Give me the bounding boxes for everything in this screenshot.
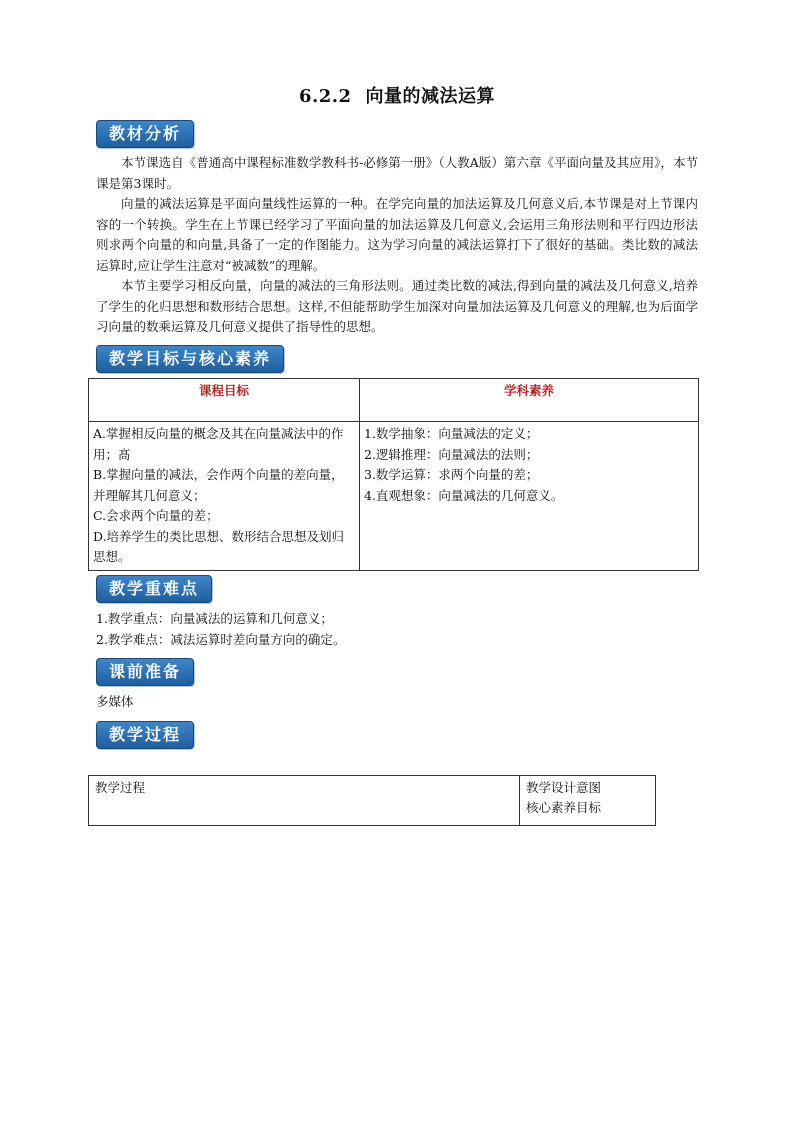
course-goal-item: A.掌握相反向量的概念及其在向量减法中的作用；髙 — [93, 426, 344, 462]
section-badge-analysis: 教材分析 — [96, 120, 194, 148]
literacy-goal-label: 核心素养目标 — [526, 800, 602, 815]
literacy-item: 1.数学抽象：向量减法的定义； — [364, 426, 539, 441]
objectives-table — [88, 378, 699, 571]
process-column: 教学过程 — [89, 776, 520, 826]
process-table — [88, 775, 656, 826]
literacy-item: 2.逻辑推理：向量减法的法则； — [364, 446, 539, 462]
course-goal-item: B.掌握向量的减法，会作两个向量的差向量，并理解其几何意义； — [93, 467, 344, 503]
section-badge-process: 教学过程 — [96, 721, 194, 749]
analysis-paragraph-2: 向量的减法运算是平面向量线性运算的一种。在学完向量的加法运算及几何意义后,本节课是对上节课内容的一个转换。学生在上节课已经学习了平面向量的加法运算及几何意义,会运用三角形法则和平行四边形法则求两个向量的和向量,具备了一定的作图能力。这为学习向量的减法运算打下了很好的基础。类比数的减法运算时,应让学生注意对“被减数”的理解。 — [96, 196, 698, 273]
page-title — [0, 82, 794, 108]
analysis-paragraph-1: 本节课选自《普通高中课程标准数学教科书-必修第一册》（人教A版）第六章《平面向量及其应用》，本节课是第3课时。 — [96, 155, 698, 191]
course-goal-item: D.培养学生的类比思想、数形结合思想及划归思想。 — [93, 528, 345, 564]
preparation-text: 多媒体 — [96, 694, 134, 709]
keypoint-item: 1.教学重点：向量减法的运算和几何意义； — [96, 611, 333, 626]
section-badge-preparation: 课前准备 — [96, 658, 194, 686]
literacy-item: 4.直观想象：向量减法的几何意义。 — [364, 487, 564, 503]
section-number: 6.2.2 — [298, 86, 352, 107]
literacy-cell — [360, 422, 699, 571]
course-goal-item: C.会求两个向量的差； — [93, 508, 219, 523]
keypoint-item: 2.教学难点：减法运算时差向量方向的确定。 — [96, 632, 346, 647]
section-badge-objectives: 教学目标与核心素养 — [96, 345, 284, 373]
header-course-goals: 课程目标 — [89, 379, 360, 422]
analysis-paragraph-3: 本节主要学习相反向量，向量的减法的三角形法则。通过类比数的减法,得到向量的减法及几何意义,培养了学生的化归思想和数形结合思想。这样,不但能帮助学生加深对向量加法运算及几何意义的理解,也为后面学习向量的数乘运算及几何意义提供了指导性的思想。 — [96, 278, 698, 334]
section-badge-keypoints: 教学重难点 — [96, 575, 212, 603]
title-text: 向量的减法运算 — [365, 86, 496, 107]
header-literacy: 学科素养 — [360, 379, 699, 422]
literacy-item: 3.数学运算：求两个向量的差； — [364, 467, 539, 482]
design-intent-label: 教学设计意图 — [526, 780, 602, 795]
course-goals-cell — [89, 422, 360, 571]
design-intent-column — [520, 776, 656, 826]
